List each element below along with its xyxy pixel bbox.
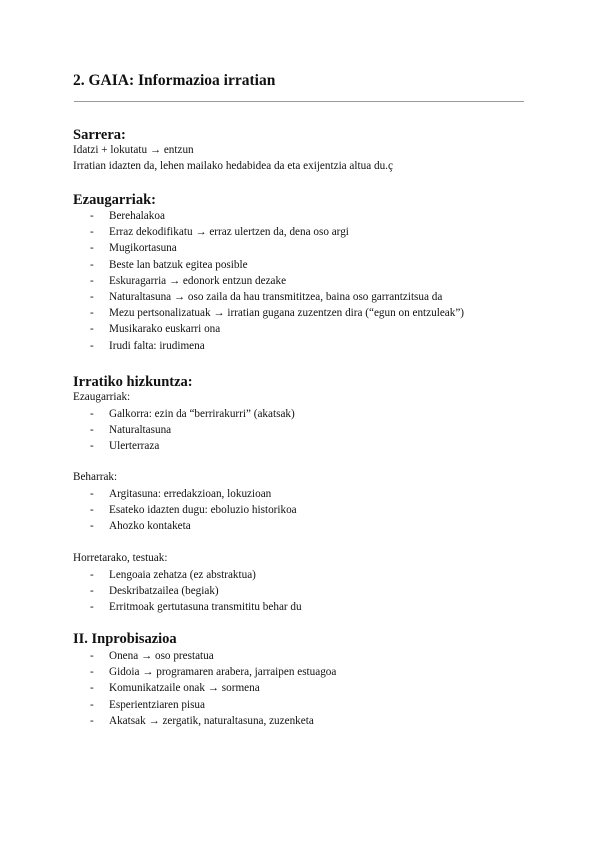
list-item	[0, 697, 336, 713]
list-item-text: Esperientziaren pisua	[109, 698, 205, 711]
hizkuntza-heading: Irratiko hizkuntza:	[73, 374, 193, 390]
list-item-text: Musikarako euskarri ona	[109, 323, 221, 336]
bullet-dash: -	[90, 307, 94, 320]
inprobisazioa-heading: II. Inprobisazioa	[73, 631, 177, 647]
list-item	[0, 240, 464, 256]
page-title: 2. GAIA: Informazioa irratian	[73, 72, 276, 89]
bullet-dash: -	[90, 274, 94, 287]
list-item	[0, 305, 464, 321]
list-item	[0, 208, 464, 224]
list-item	[0, 257, 464, 273]
list-item	[0, 680, 336, 696]
sarrera-line-2: Irratian idazten da, lehen mailako hedabidea da eta exijentzia altua du.ç	[73, 160, 393, 172]
bullet-dash: -	[90, 601, 94, 614]
list-item-text: Komunikatzaile onak → sormena	[109, 682, 260, 695]
list-item-text: Erritmoak gertutasuna transmititu behar du	[109, 601, 302, 614]
list-item	[0, 713, 336, 729]
list-item-text: Naturaltasuna	[109, 424, 172, 437]
list-item-text: Mugikortasuna	[109, 242, 177, 255]
bullet-dash: -	[90, 698, 94, 711]
bullet-dash: -	[90, 666, 94, 679]
list-item-text: Mezu pertsonalizatuak → irratian gugana zuzentzen dira (“egun on entzuleak”)	[109, 307, 465, 320]
list-item	[0, 583, 302, 599]
bullet-dash: -	[90, 226, 94, 239]
ezaugarriak-list	[0, 208, 464, 354]
list-item-text: Gidoia → programaren arabera, jarraipen estuagoa	[109, 666, 337, 679]
ezaugarriak-heading: Ezaugarriak:	[73, 192, 156, 208]
list-item-text: Irudi falta: irudimena	[109, 339, 205, 352]
list-item-text: Eskuragarria → edonork entzun dezake	[109, 274, 287, 287]
list-item	[0, 567, 302, 583]
bullet-dash: -	[90, 440, 94, 453]
hizkuntza-sub2-label: Beharrak:	[73, 471, 118, 483]
list-item-text: Onena → oso prestatua	[109, 650, 214, 662]
bullet-dash: -	[90, 520, 94, 533]
bullet-dash: -	[90, 258, 94, 271]
list-item	[0, 664, 336, 680]
bullet-dash: -	[90, 714, 94, 727]
bullet-dash: -	[90, 488, 94, 500]
list-item	[0, 599, 302, 615]
list-item	[0, 289, 464, 305]
hizkuntza-sub3-list	[0, 567, 302, 616]
list-item	[0, 406, 295, 422]
bullet-dash: -	[90, 290, 94, 303]
list-item	[0, 648, 336, 664]
list-item-text: Ulerterraza	[109, 440, 160, 453]
list-item	[0, 502, 297, 518]
hizkuntza-sub1-list	[0, 406, 295, 455]
bullet-dash: -	[90, 210, 94, 222]
list-item-text: Galkorra: ezin da “berrirakurri” (akatsak)	[109, 408, 295, 420]
inprobisazioa-list	[0, 648, 336, 729]
list-item-text: Naturaltasuna → oso zaila da hau transmititzea, baina oso garrantzitsua da	[109, 290, 443, 303]
list-item	[0, 438, 295, 454]
sarrera-heading: Sarrera:	[73, 127, 126, 143]
bullet-dash: -	[90, 650, 94, 662]
title-divider	[74, 101, 524, 102]
list-item-text: Erraz dekodifikatu → erraz ulertzen da, dena oso argi	[109, 226, 349, 239]
list-item-text: Deskribatzailea (begiak)	[109, 585, 219, 598]
bullet-dash: -	[90, 682, 94, 695]
hizkuntza-sub3-label: Horretarako, testuak:	[73, 552, 168, 564]
bullet-dash: -	[90, 569, 94, 581]
list-item	[0, 518, 297, 534]
list-item	[0, 321, 464, 337]
list-item-text: Berehalakoa	[109, 210, 165, 222]
list-item-text: Esateko idazten dugu: eboluzio historikoa	[109, 504, 297, 517]
bullet-dash: -	[90, 585, 94, 598]
list-item-text: Akatsak → zergatik, naturaltasuna, zuzenketa	[109, 714, 314, 727]
list-item	[0, 224, 464, 240]
bullet-dash: -	[90, 424, 94, 437]
list-item	[0, 338, 464, 354]
bullet-dash: -	[90, 408, 94, 420]
hizkuntza-sub2-list	[0, 486, 297, 535]
bullet-dash: -	[90, 339, 94, 352]
list-item	[0, 273, 464, 289]
sarrera-line-1: Idatzi + lokutatu → entzun	[73, 144, 194, 156]
bullet-dash: -	[90, 323, 94, 336]
list-item-text: Lengoaia zehatza (ez abstraktua)	[109, 569, 256, 581]
list-item	[0, 486, 297, 502]
bullet-dash: -	[90, 504, 94, 517]
list-item-text: Ahozko kontaketa	[109, 520, 191, 533]
hizkuntza-sub1-label: Ezaugarriak:	[73, 391, 131, 403]
list-item-text: Beste lan batzuk egitea posible	[109, 258, 248, 271]
list-item	[0, 422, 295, 438]
list-item-text: Argitasuna: erredakzioan, lokuzioan	[109, 488, 272, 500]
bullet-dash: -	[90, 242, 94, 255]
